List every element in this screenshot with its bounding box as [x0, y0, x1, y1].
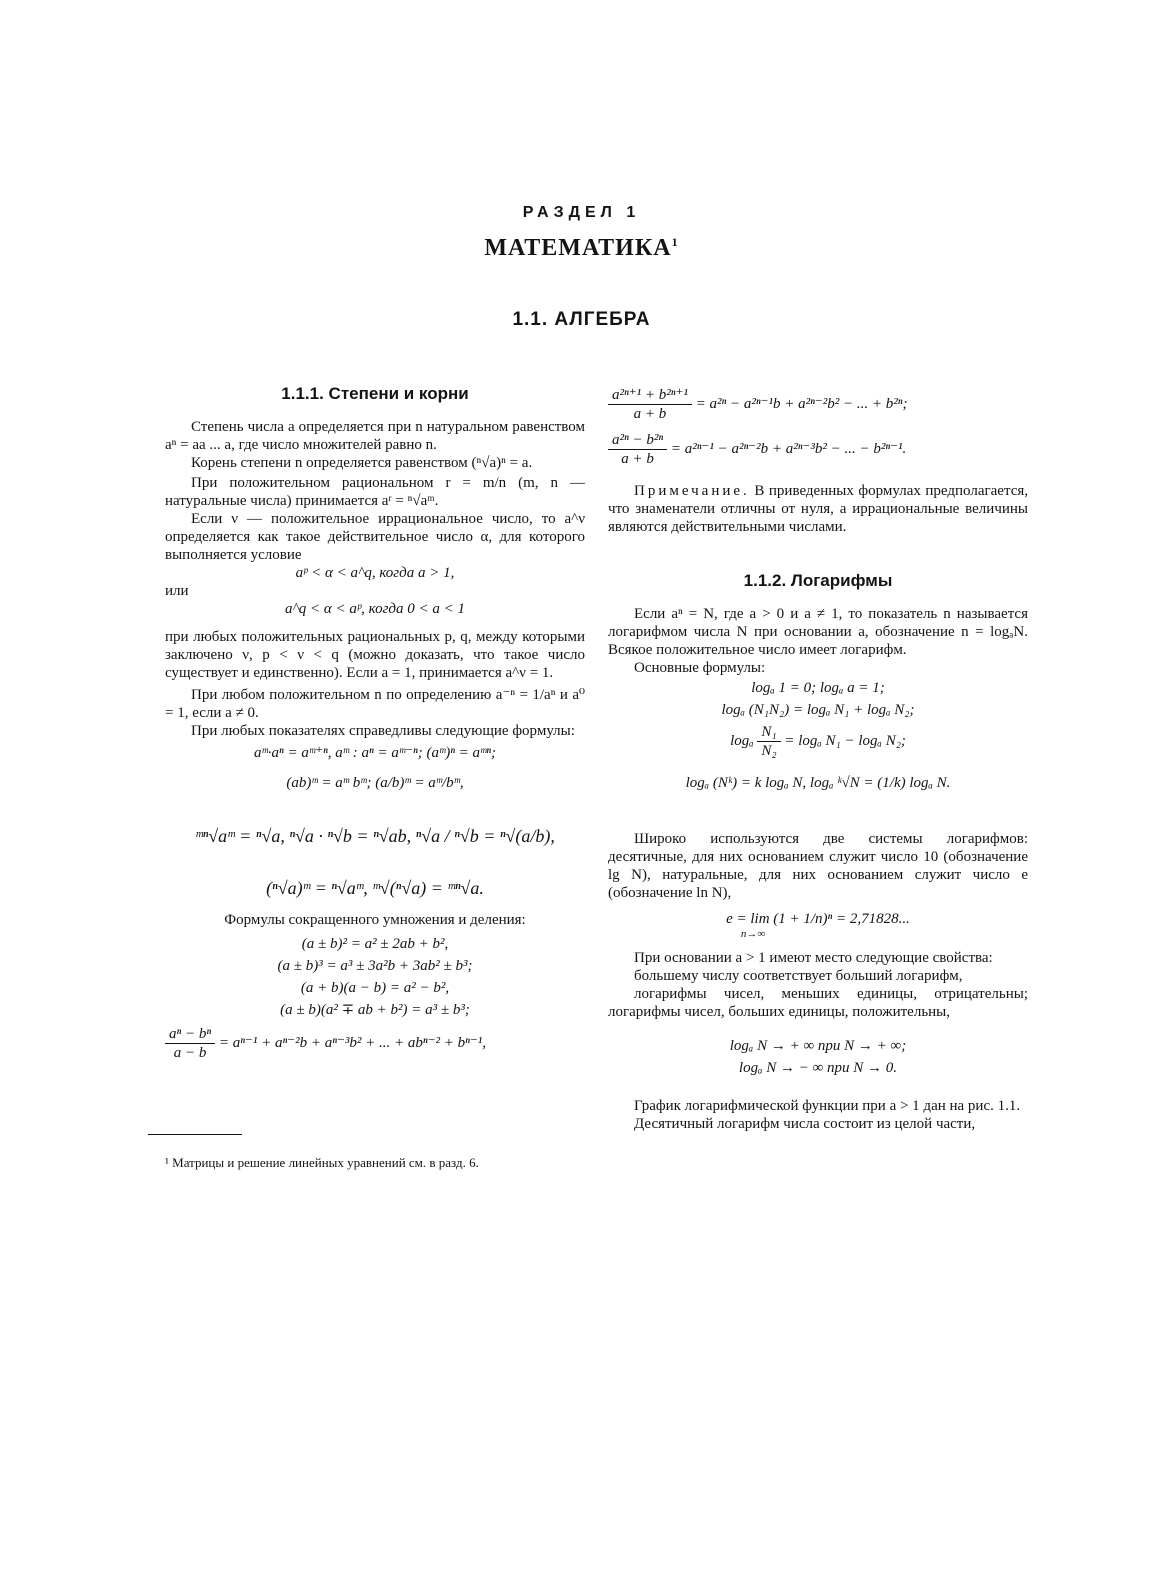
note-text: В приведенных формулах предполагается, что знаменатели отличны от нуля, а иррациональные величины являются действительными числами.	[608, 483, 1028, 535]
log-quotient-rhs: = logₐ N₁ − logₐ N₂;	[784, 732, 906, 749]
formula-log-basic: logₐ 1 = 0; logₐ a = 1;	[751, 680, 885, 696]
footnote-divider	[148, 1134, 242, 1135]
sum-odd-fraction	[608, 386, 692, 423]
paragraph-log-def: Если aⁿ = N, где a > 0 и a ≠ 1, то показатель n называется логарифмом числа N при основании a, обозначение n = logₐN. Всякое положительное число имеет логарифм.	[608, 606, 1028, 658]
subsection-heading-logarithms: 1.1.2. Логарифмы	[743, 571, 893, 590]
formula-e-limit	[608, 910, 1028, 941]
chapter-heading: 1.1. АЛГЕБРА	[512, 309, 651, 330]
right-column-top	[608, 386, 1028, 536]
paragraph-log-systems: Широко используются две системы логарифмов: десятичные, для них основанием служит число 10 (обозначение lg N), натуральные, для них основанием служит число e (обозначение ln N),	[608, 831, 1028, 901]
diff-even-fraction	[608, 431, 667, 468]
diff-even-numerator: a²ⁿ − b²ⁿ	[608, 431, 667, 450]
formula-log-limit-zero: logₐ N → − ∞ при N → 0.	[738, 1060, 898, 1077]
note-label: Примечание.	[634, 483, 750, 499]
sum-odd-numerator: a²ⁿ⁺¹ + b²ⁿ⁺¹	[608, 386, 692, 405]
footnote: ¹ Матрицы и решение линейных уравнений см. в разд. 6.	[165, 1155, 479, 1170]
paragraph-irrational-power: Если ν — положительное иррациональное число, то a^ν определяется как такое действительное число α, для которого выполняется условие	[165, 511, 585, 563]
formula-cube: (a ± b)³ = a³ ± 3a²b + 3ab² ± b³;	[277, 958, 473, 975]
diff-even-rhs: = a²ⁿ⁻¹ − a²ⁿ⁻²b + a²ⁿ⁻³b² − ... − b²ⁿ⁻¹.	[670, 440, 907, 457]
equation-condition-2: a^q < α < aᵖ, когда 0 < a < 1	[284, 601, 466, 617]
paragraph-root-def: Корень степени n определяется равенством (ⁿ√a)ⁿ = a.	[191, 455, 533, 471]
diff-powers-denominator: a − b	[173, 1045, 207, 1062]
diff-even-denominator: a + b	[621, 451, 654, 467]
formula-diff-squares: (a + b)(a − b) = a² − b²,	[300, 980, 450, 997]
page-title-text: МАТЕМАТИКА	[484, 235, 672, 261]
page-title	[0, 234, 1163, 263]
diff-powers-numerator: aⁿ − bⁿ	[165, 1025, 215, 1044]
paragraph-log-formulas-intro: Основные формулы:	[634, 660, 766, 676]
e-limit-subscript: n→∞	[740, 928, 766, 940]
paragraph-property-monotonic: большему числу соответствует больший логарифм,	[634, 968, 963, 985]
note-paragraph	[608, 482, 1028, 536]
diff-powers-fraction	[165, 1025, 215, 1062]
paragraph-power-def: Степень числа a определяется при n натуральном равенством aⁿ = aa ... a, где число множителей равно n.	[165, 419, 585, 453]
formula-log-limit-infinity: logₐ N → + ∞ при N → + ∞;	[729, 1038, 907, 1055]
equation-condition-1: aᵖ < α < a^q, когда a > 1,	[295, 565, 455, 581]
e-limit-text: e = lim (1 + 1/n)ⁿ = 2,71828...	[726, 911, 910, 927]
log-quotient-fraction	[757, 723, 780, 760]
paragraph-graph-reference: График логарифмической функции при a > 1 дан на рис. 1.1.	[634, 1098, 1021, 1115]
section-label: РАЗДЕЛ 1	[522, 204, 641, 221]
sum-odd-denominator: a + b	[633, 406, 667, 422]
subsection-heading-powers: 1.1.1. Степени и корни	[281, 384, 469, 403]
paragraph-formulas-intro: При любых показателях справедливы следующие формулы:	[191, 723, 575, 739]
title-footnote-mark: 1	[671, 235, 679, 249]
sum-odd-rhs: = a²ⁿ − a²ⁿ⁻¹b + a²ⁿ⁻²b² − ... + b²ⁿ;	[695, 395, 908, 412]
formula-root-rules-2: (ⁿ√a)ᵐ = ⁿ√aᵐ, ᵐ√(ⁿ√a) = ᵐⁿ√a.	[266, 877, 484, 898]
paragraph-decimal-log: Десятичный логарифм числа состоит из целой части,	[634, 1116, 976, 1133]
word-or: или	[165, 583, 189, 599]
formula-log-power-root: logₐ (Nᵏ) = k logₐ N, logₐ ᵏ√N = (1/k) logₐ N.	[685, 775, 951, 791]
log-quotient-prefix: logₐ	[730, 732, 754, 749]
formula-root-rules-1: ᵐⁿ√aᵐ = ⁿ√a, ⁿ√a · ⁿ√b = ⁿ√ab, ⁿ√a / ⁿ√b = ⁿ√(a/b),	[195, 826, 555, 846]
paragraph-property-sign: логарифмы чисел, меньших единицы, отрицательны; логарифмы чисел, больших единицы, положительны,	[608, 986, 1028, 1021]
paragraph-properties-intro: При основании a > 1 имеют место следующие свойства:	[634, 950, 993, 967]
paragraph-rational-power: При положительном рациональном r = m/n (m, n — натуральные числа) принимается aʳ = ⁿ√aᵐ.	[165, 475, 585, 509]
formula-diff-powers	[165, 1025, 585, 1062]
formula-log-quotient	[608, 723, 1028, 760]
formula-square: (a ± b)² = a² ± 2ab + b²,	[301, 936, 449, 953]
left-column-body	[165, 418, 585, 1062]
formula-product-quotient-power: (ab)ᵐ = aᵐ bᵐ; (a/b)ᵐ = aᵐ/bᵐ,	[286, 775, 464, 791]
formula-log-product: logₐ (N₁N₂) = logₐ N₁ + logₐ N₂;	[721, 702, 915, 718]
formula-sum-cubes: (a ± b)(a² ∓ ab + b²) = a³ ± b³;	[280, 1002, 470, 1019]
paragraph-rational-bounds: при любых положительных рациональных p, q, между которыми заключено ν, p < ν < q (можно доказать, что такое число существует и единственно). Если a = 1, принимается a^ν = 1.	[165, 629, 585, 681]
paragraph-negative-power: При любом положительном n по определению a⁻ⁿ = 1/aⁿ и a⁰ = 1, если a ≠ 0.	[165, 687, 585, 721]
paragraph-short-mult-intro: Формулы сокращенного умножения и деления:	[224, 912, 526, 929]
formula-diff-even-powers	[608, 431, 1028, 468]
formula-power-rules: aᵐ·aⁿ = aᵐ⁺ⁿ, aᵐ : aⁿ = aᵐ⁻ⁿ; (aᵐ)ⁿ = aᵐⁿ;	[253, 745, 497, 761]
right-column-body	[608, 605, 1028, 1133]
diff-powers-rhs: = aⁿ⁻¹ + aⁿ⁻²b + aⁿ⁻³b² + ... + abⁿ⁻² + bⁿ⁻¹,	[218, 1035, 487, 1052]
log-quotient-numerator: N₁	[757, 723, 780, 742]
log-quotient-denominator: N₂	[761, 743, 777, 759]
formula-sum-odd-powers	[608, 386, 1028, 423]
